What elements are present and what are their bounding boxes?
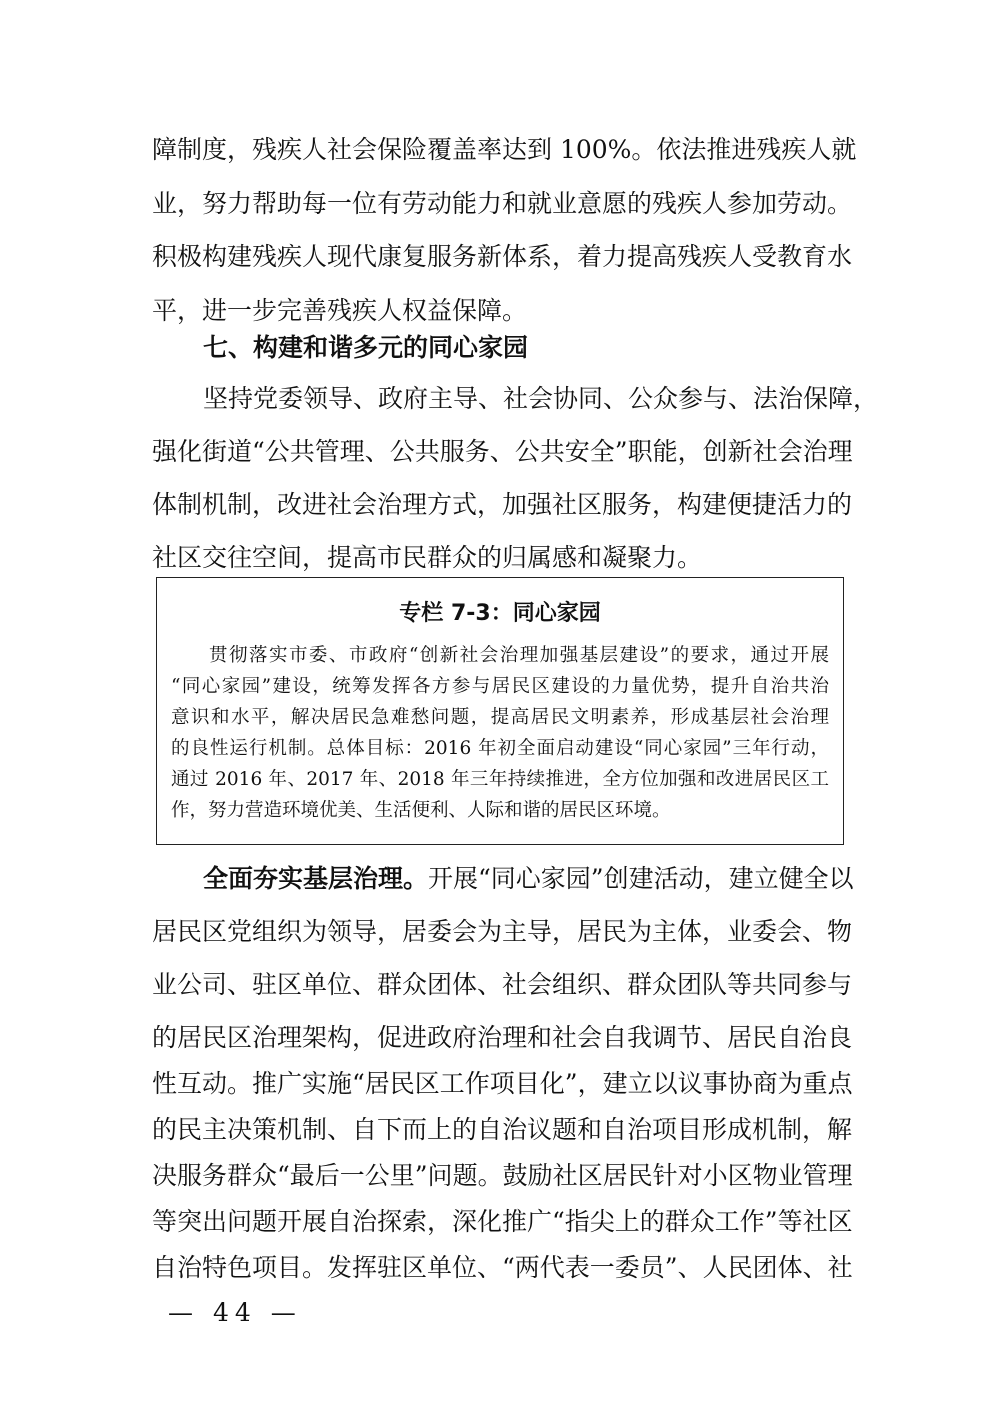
paragraph-line: 的民主决策机制、自下而上的自治议题和自治项目形成机制，解 <box>152 1115 853 1144</box>
paragraph-line: 坚持党委领导、政府主导、社会协同、公众参与、法治保障， <box>203 384 879 413</box>
box-line: 作，努力营造环境优美、生活便利、人际和谐的居民区环境。 <box>171 800 671 821</box>
paragraph-line: 等突出问题开展自治探索，深化推广“指尖上的群众工作”等社区 <box>152 1207 853 1236</box>
paragraph-line: 自治特色项目。发挥驻区单位、“两代表一委员”、人民团体、社 <box>152 1253 853 1282</box>
paragraph-line <box>203 853 852 905</box>
paragraph-line: 的居民区治理架构，促进政府治理和社会自我调节、居民自治良 <box>152 1023 853 1052</box>
page-number: — 44 — <box>168 1298 302 1327</box>
box-line: 意识和水平，解决居民急难愁问题，提高居民文明素养，形成基层社会治理 <box>171 707 829 728</box>
paragraph-line: 社区交往空间，提高市民群众的归属感和凝聚力。 <box>152 543 703 572</box>
box-line: 的良性运行机制。总体目标：2016 年初全面启动建设“同心家园”三年行动， <box>171 738 829 759</box>
paragraph-line: 积极构建残疾人现代康复服务新体系，着力提高残疾人受教育水 <box>152 242 853 271</box>
bold-lead-text: 全面夯实基层治理。 <box>203 864 429 893</box>
box-line: “同心家园”建设，统筹发挥各方参与居民区建设的力量优势，提升自治共治 <box>171 676 829 697</box>
paragraph-line: 体制机制，改进社会治理方式，加强社区服务，构建便捷活力的 <box>152 490 853 519</box>
paragraph-line: 强化街道“公共管理、公共服务、公共安全”职能，创新社会治理 <box>152 437 853 466</box>
box-line: 通过 2016 年、2017 年、2018 年三年持续推进，全方位加强和改进居民区工 <box>171 769 829 790</box>
paragraph-line: 居民区党组织为领导，居委会为主导，居民为主体，业委会、物 <box>152 917 853 946</box>
paragraph-line: 性互动。推广实施“居民区工作项目化”，建立以议事协商为重点 <box>152 1069 853 1098</box>
paragraph-text: 开展“同心家园”创建活动，建立健全以 <box>428 864 854 893</box>
sidebar-box <box>156 577 844 845</box>
paragraph-line: 决服务群众“最后一公里”问题。鼓励社区居民针对小区物业管理 <box>152 1161 853 1190</box>
box-line: 贯彻落实市委、市政府“创新社会治理加强基层建设”的要求，通过开展 <box>209 645 829 666</box>
paragraph-line: 障制度，残疾人社会保险覆盖率达到 100%。依法推进残疾人就 <box>152 135 857 164</box>
paragraph-line: 平，进一步完善残疾人权益保障。 <box>152 296 528 325</box>
section-heading: 七、构建和谐多元的同心家园 <box>203 333 529 362</box>
paragraph-line: 业，努力帮助每一位有劳动能力和就业意愿的残疾人参加劳动。 <box>152 189 853 218</box>
box-title: 专栏 7-3：同心家园 <box>399 601 601 626</box>
paragraph-line: 业公司、驻区单位、群众团体、社会组织、群众团队等共同参与 <box>152 970 853 999</box>
